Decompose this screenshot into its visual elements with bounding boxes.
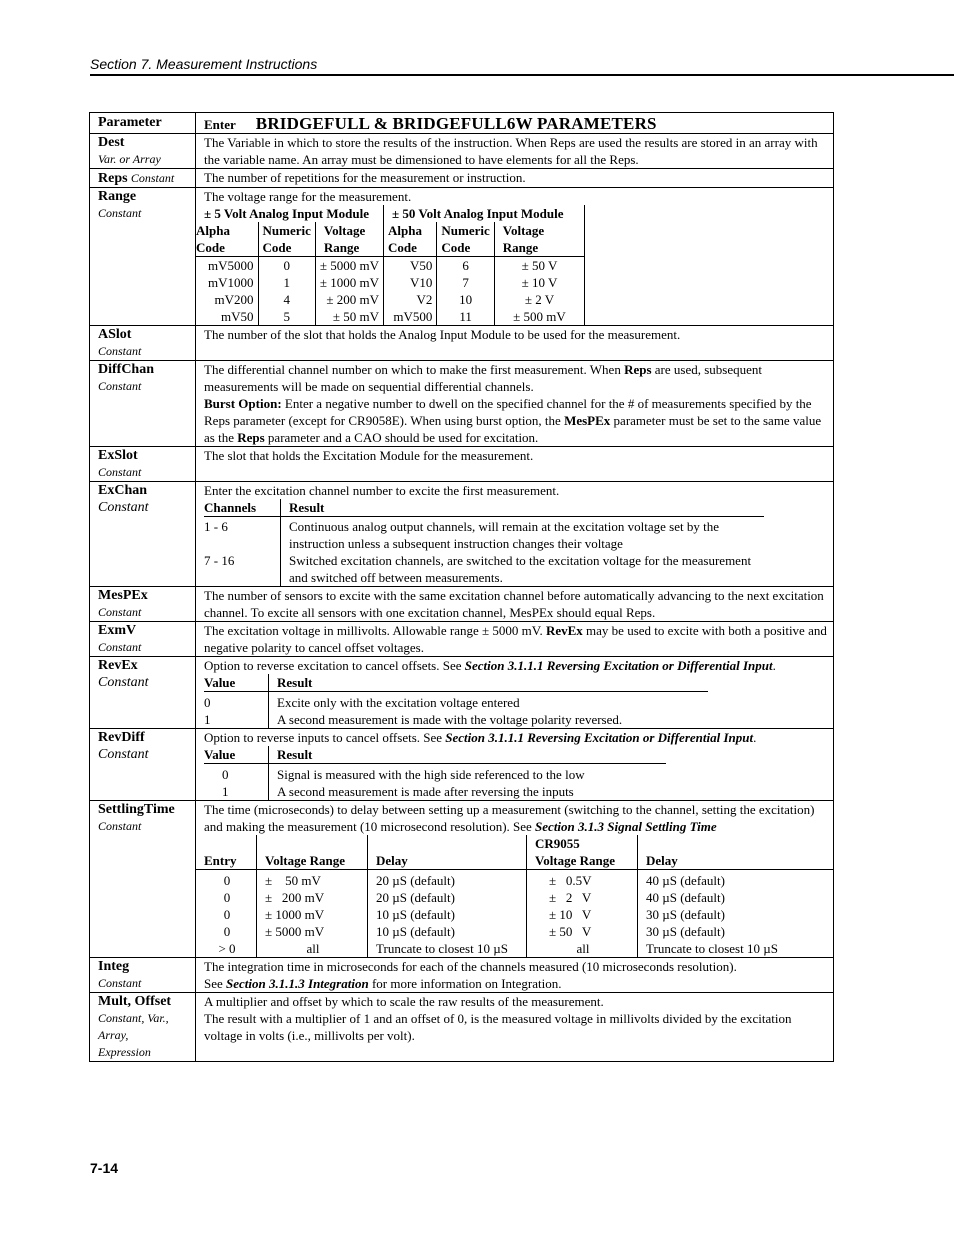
param-type: Constant (98, 819, 142, 833)
param-name: RevDiff (98, 730, 145, 745)
param-description: The time (microseconds) to delay between setting up a measurement (switching to the channel, setting the excitation) and making the measurement (10 microsecond resolution). See Section 3.1.3 Signal Settling Time (204, 802, 815, 834)
revex-row: 0 Excite only with the excitation voltage entered (204, 692, 708, 712)
param-type: Constant (98, 605, 142, 619)
param-name: RevEx (98, 658, 138, 673)
exchan-row: 7 - 16 Switched excitation channels, are switched to the excitation voltage for the measurement and switched off between measurements. (204, 552, 764, 586)
param-type: Constant (130, 171, 175, 185)
param-row-revex (90, 657, 834, 729)
settling-row: 0 ± 5000 mV 10 µS (default) ± 50 V 30 µS (default) (196, 923, 833, 940)
param-row-mult-offset (90, 993, 834, 1062)
param-row-range (90, 188, 834, 326)
param-type: Constant (98, 500, 149, 515)
param-row-aslot (90, 326, 834, 361)
param-type: Constant (98, 747, 149, 762)
param-row-settlingtime (90, 801, 834, 958)
param-description: The differential channel number on which to make the first measurement. When Reps are used, subsequent measurements will be made on sequential differential channels. (204, 362, 762, 394)
param-type: Constant, Var., (98, 1011, 169, 1025)
param-name: ExSlot (98, 448, 138, 463)
param-name: Dest (98, 135, 125, 150)
exchan-table: Channels Result 1 - 6 Continuous analog output channels, will remain at the excitation voltage set by the instruction unless a subsequent instruction changes their voltage 7 - 16 Switched excitation channels, are switched to the excitation voltage for the measurement and switched off between measurements. (204, 499, 764, 586)
param-name: Integ (98, 959, 130, 974)
param-type: Constant (98, 206, 142, 220)
range-row: mV50 5 ± 50 mV mV500 11 ± 500 mV (196, 308, 585, 325)
param-name: SettlingTime (98, 802, 175, 817)
param-name: MesPEx (98, 588, 148, 603)
param-description: The result with a multiplier of 1 and an offset of 0, is the measured voltage in millivolts divided by the excitation voltage in volts (i.e., millivolts per volt). (204, 1011, 792, 1043)
param-row-exchan (90, 482, 834, 587)
param-type: Constant (98, 675, 149, 690)
param-type: Var. or Array (98, 152, 161, 166)
table-title-cell (196, 113, 834, 134)
param-description: The integration time in microseconds for each of the channels measured (10 microseconds resolution). (204, 959, 737, 974)
settling-row: 0 ± 50 mV 20 µS (default) ± 0.5V 40 µS (default) (196, 870, 833, 890)
param-row-mespex (90, 587, 834, 622)
param-description: The voltage range for the measurement. (204, 189, 412, 204)
param-name: ExChan (98, 483, 148, 498)
parameter-table (89, 112, 834, 1062)
param-row-revdiff (90, 729, 834, 801)
burst-option: Burst Option: Enter a negative number to dwell on the specified channel for the # of measurements specified by the Reps parameter (except for CR9058E). When using burst option, the MesPEx parameter must be set to the same value as the Reps parameter and a CAO should be used for excitation. (204, 396, 822, 445)
revdiff-row: 0 Signal is measured with the high side referenced to the low (204, 764, 666, 784)
param-type: Constant (98, 465, 142, 479)
enter-label: Enter (204, 117, 236, 132)
range-row: mV200 4 ± 200 mV V2 10 ± 2 V (196, 291, 585, 308)
page-number: 7-14 (90, 1160, 119, 1176)
param-row-integ (90, 958, 834, 993)
settling-row: 0 ± 200 mV 20 µS (default) ± 2 V 40 µS (default) (196, 889, 833, 906)
param-type: Constant (98, 379, 142, 393)
param-description: The number of the slot that holds the Analog Input Module to be used for the measurement. (204, 327, 681, 342)
module-50v-heading: ± 50 Volt Analog Input Module (384, 205, 585, 222)
range-row: mV1000 1 ± 1000 mV V10 7 ± 10 V (196, 274, 585, 291)
param-description: A multiplier and offset by which to scale the raw results of the measurement. (204, 994, 604, 1009)
revdiff-row: 1 A second measurement is made after reversing the inputs (204, 783, 666, 800)
revex-table: Value Result 0 Excite only with the excitation voltage entered 1 A second measurement is made with the voltage polarity reversed. (204, 674, 708, 728)
param-name: ExmV (98, 623, 137, 638)
table-title: BRIDGEFULL & BRIDGEFULL6W PARAMETERS (255, 114, 657, 133)
range-table: ± 5 Volt Analog Input Module ± 50 Volt Analog Input Module Alpha Code Numeric Code Voltage Range Alpha Code Numeric Code Voltage Range mV5000 0 ± 5000 mV V50 6 ± 50 V mV1000 1 ± 1000 mV V10 7 ± 10 V mV200 4 ± 200 mV V2 10 ± 2 V mV50 5 ± 50 mV mV500 11 ± 500 mV (196, 205, 585, 325)
param-row-diffchan (90, 361, 834, 447)
module-5v-heading: ± 5 Volt Analog Input Module (204, 206, 369, 221)
param-type: Expression (98, 1045, 151, 1059)
param-row-exmv (90, 622, 834, 657)
revdiff-table: Value Result 0 Signal is measured with the high side referenced to the low 1 A second measurement is made after reversing the inputs (204, 746, 666, 800)
param-description: The Variable in which to store the results of the instruction. When Reps are used the results are stored in an array with the variable name. An array must be dimensioned to have elements for all the Reps. (204, 135, 818, 167)
section-header: Section 7. Measurement Instructions (90, 56, 318, 72)
param-description: Option to reverse inputs to cancel offsets. See Section 3.1.1.1 Reversing Excitation or Differential Input. (204, 730, 757, 745)
param-row-exslot (90, 447, 834, 482)
param-name: Mult, Offset (98, 994, 172, 1009)
param-row-dest (90, 134, 834, 169)
param-description: The number of sensors to excite with the same excitation channel before automatically advancing to the next excitation channel. To excite all sensors with one excitation channel, MesPEx should equal Reps. (204, 588, 824, 620)
param-description: Enter the excitation channel number to excite the first measurement. (204, 483, 560, 498)
param-name: ASlot (98, 327, 132, 342)
param-description-ref: See Section 3.1.1.3 Integration for more information on Integration. (204, 976, 562, 991)
param-description: Option to reverse excitation to cancel offsets. See Section 3.1.1.1 Reversing Excitation or Differential Input. (204, 658, 776, 673)
settling-table: Entry Voltage Range Delay CR9055 Voltage Range Delay 0 ± 50 mV 20 µS (default) ± 0.5V 40 µS (default) 0 ± 200 mV 20 µS (default) ± 2 V 40 µS (default) 0 ± 1000 mV 10 µS (default) ± 10 V 30 µS (default) 0 ± 5000 mV 10 µS (default) ± 50 V 30 µS (default) > 0 all Truncate to closest 10 µS all Truncate to closest 10 µS (196, 835, 833, 957)
table-header-row (90, 113, 834, 134)
settling-row: 0 ± 1000 mV 10 µS (default) ± 10 V 30 µS (default) (196, 906, 833, 923)
param-type: Constant (98, 640, 142, 654)
param-name: Reps (98, 171, 128, 186)
param-type: Array, (98, 1028, 129, 1042)
param-row-reps (90, 169, 834, 188)
param-description: The slot that holds the Excitation Module for the measurement. (204, 448, 534, 463)
param-type: Constant (98, 976, 142, 990)
param-name: DiffChan (98, 362, 155, 377)
range-row: mV5000 0 ± 5000 mV V50 6 ± 50 V (196, 257, 585, 275)
param-type: Constant (98, 344, 142, 358)
exchan-row: 1 - 6 Continuous analog output channels, will remain at the excitation voltage set by the instruction unless a subsequent instruction changes their voltage (204, 517, 764, 553)
parameter-column-header: Parameter (90, 113, 196, 134)
param-description: The number of repetitions for the measurement or instruction. (204, 170, 526, 185)
revex-row: 1 A second measurement is made with the voltage polarity reversed. (204, 711, 708, 728)
param-description: The excitation voltage in millivolts. Allowable range ± 5000 mV. RevEx may be used to excite with both a positive and negative polarity to cancel offset voltages. (204, 623, 827, 655)
param-name: Range (98, 189, 137, 204)
header-rule (90, 74, 954, 76)
settling-row: > 0 all Truncate to closest 10 µS all Truncate to closest 10 µS (196, 940, 833, 957)
